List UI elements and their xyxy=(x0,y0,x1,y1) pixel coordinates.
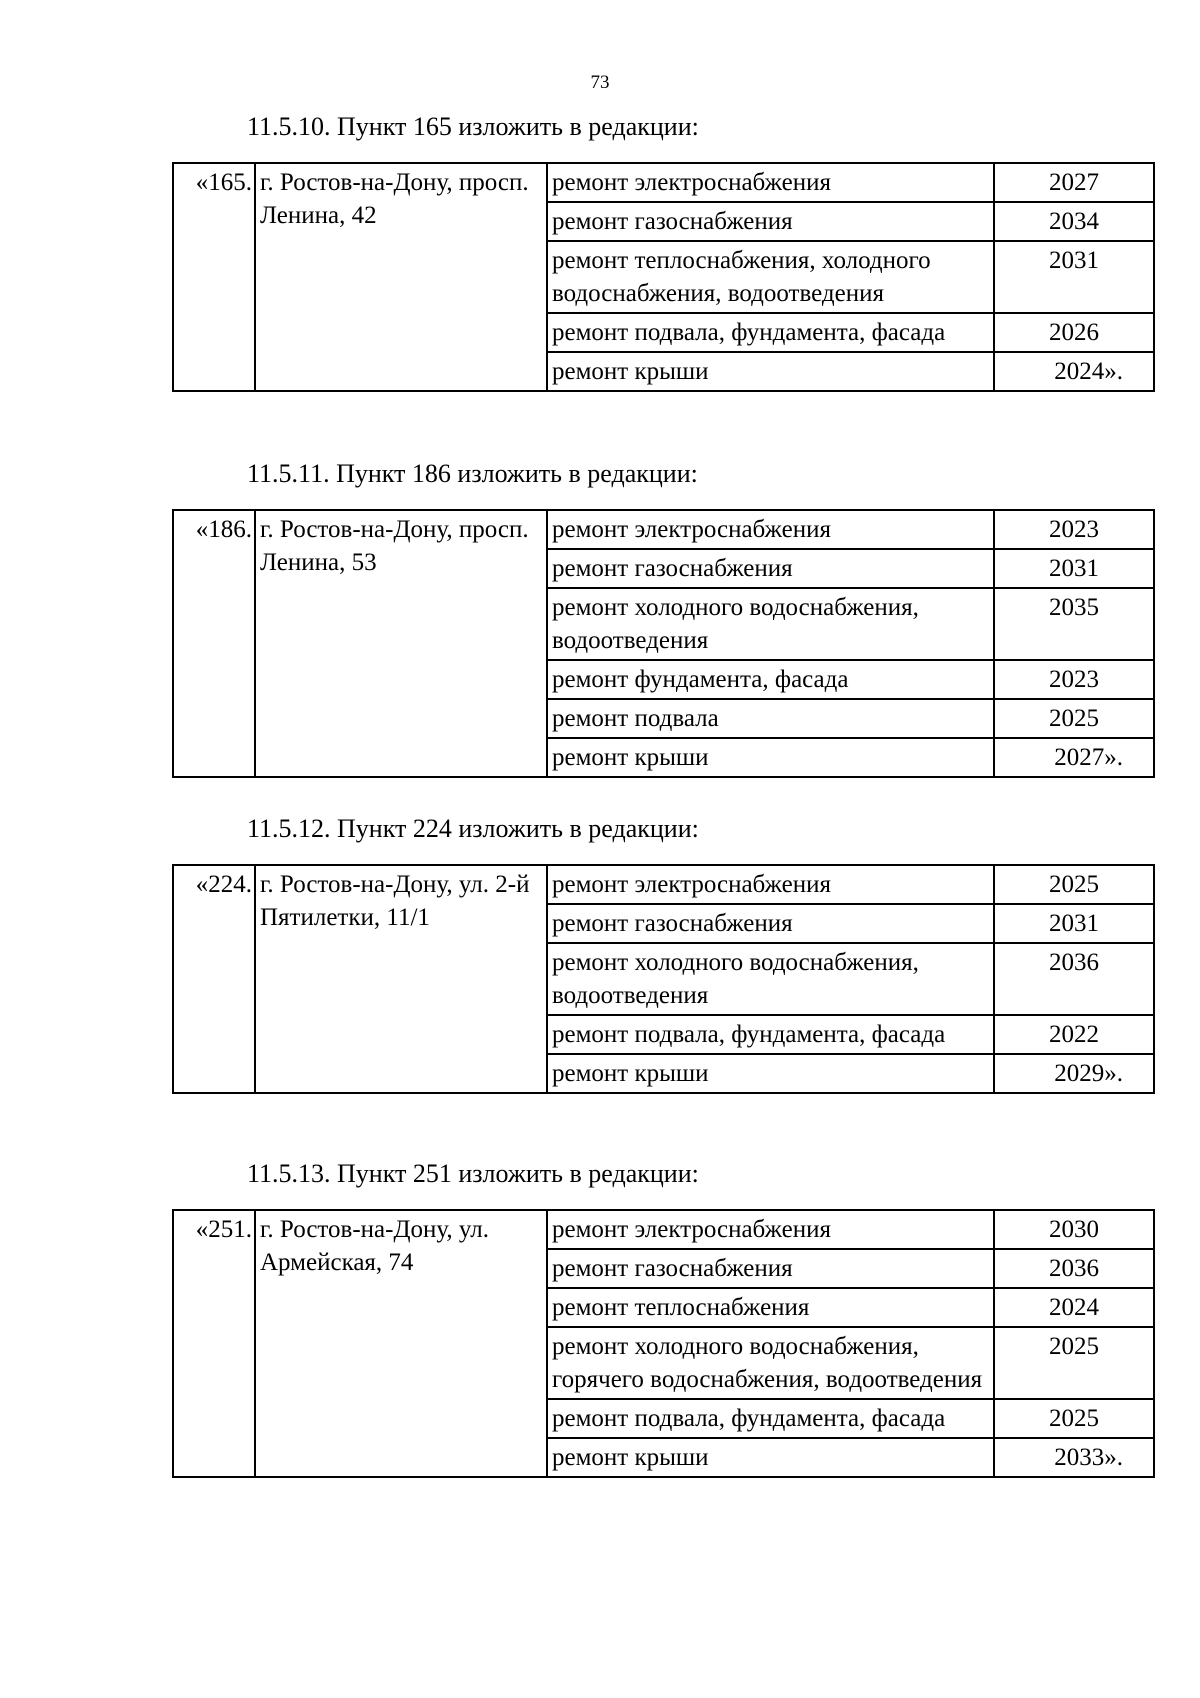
work-type: ремонт подвала, фундамента, фасада xyxy=(547,1015,994,1054)
amendment-table xyxy=(172,162,1155,392)
item-number: «186. xyxy=(173,510,255,777)
item-address: г. Ростов-на-Дону, ул. 2-й Пятилетки, 11/1 xyxy=(255,865,547,1093)
amendment-table xyxy=(172,509,1155,778)
work-year: 2023 xyxy=(994,510,1154,549)
item-number: «165. xyxy=(173,163,255,391)
work-type: ремонт газоснабжения xyxy=(547,549,994,588)
work-type: ремонт холодного водоснабжения, водоотведения xyxy=(547,943,994,1015)
work-year: 2031 xyxy=(994,904,1154,943)
table-row xyxy=(173,865,1154,904)
work-type: ремонт электроснабжения xyxy=(547,1210,994,1249)
page-number: 73 xyxy=(590,72,610,93)
work-type: ремонт подвала xyxy=(547,699,994,738)
work-type: ремонт газоснабжения xyxy=(547,202,994,241)
work-type: ремонт подвала, фундамента, фасада xyxy=(547,313,994,352)
item-number: «251. xyxy=(173,1210,255,1477)
section-heading: 11.5.12. Пункт 224 изложить в редакции: xyxy=(247,814,699,843)
work-year: 2034 xyxy=(994,202,1154,241)
work-type: ремонт крыши xyxy=(547,738,994,777)
work-year: 2025 xyxy=(994,1399,1154,1438)
item-address: г. Ростов-на-Дону, просп. Ленина, 42 xyxy=(255,163,547,391)
work-year: 2024 xyxy=(994,1288,1154,1327)
work-year: 2025 xyxy=(994,1327,1154,1399)
section-heading: 11.5.10. Пункт 165 изложить в редакции: xyxy=(247,112,699,141)
work-type: ремонт крыши xyxy=(547,1438,994,1477)
section-heading: 11.5.11. Пункт 186 изложить в редакции: xyxy=(247,459,698,488)
work-year: 2023 xyxy=(994,660,1154,699)
item-address: г. Ростов-на-Дону, просп. Ленина, 53 xyxy=(255,510,547,777)
work-year: 2024». xyxy=(994,352,1154,391)
work-year: 2031 xyxy=(994,241,1154,313)
work-type: ремонт теплоснабжения, холодного водоснабжения, водоотведения xyxy=(547,241,994,313)
work-type: ремонт крыши xyxy=(547,1054,994,1093)
work-year: 2036 xyxy=(994,1249,1154,1288)
work-type: ремонт холодного водоснабжения, горячего водоснабжения, водоотведения xyxy=(547,1327,994,1399)
section-heading: 11.5.13. Пункт 251 изложить в редакции: xyxy=(247,1159,699,1188)
work-year: 2031 xyxy=(994,549,1154,588)
work-type: ремонт крыши xyxy=(547,352,994,391)
work-type: ремонт электроснабжения xyxy=(547,163,994,202)
item-number: «224. xyxy=(173,865,255,1093)
work-year: 2025 xyxy=(994,699,1154,738)
work-year: 2036 xyxy=(994,943,1154,1015)
work-type: ремонт газоснабжения xyxy=(547,1249,994,1288)
work-year: 2027 xyxy=(994,163,1154,202)
table-row xyxy=(173,163,1154,202)
work-type: ремонт газоснабжения xyxy=(547,904,994,943)
work-type: ремонт холодного водоснабжения, водоотведения xyxy=(547,588,994,660)
work-year: 2022 xyxy=(994,1015,1154,1054)
amendment-table xyxy=(172,1209,1155,1478)
work-type: ремонт электроснабжения xyxy=(547,865,994,904)
work-type: ремонт фундамента, фасада xyxy=(547,660,994,699)
work-type: ремонт теплоснабжения xyxy=(547,1288,994,1327)
work-year: 2033». xyxy=(994,1438,1154,1477)
amendment-table xyxy=(172,864,1155,1094)
table-row xyxy=(173,510,1154,549)
work-year: 2029». xyxy=(994,1054,1154,1093)
item-address: г. Ростов-на-Дону, ул. Армейская, 74 xyxy=(255,1210,547,1477)
work-year: 2027». xyxy=(994,738,1154,777)
work-year: 2030 xyxy=(994,1210,1154,1249)
work-year: 2035 xyxy=(994,588,1154,660)
work-type: ремонт подвала, фундамента, фасада xyxy=(547,1399,994,1438)
work-year: 2025 xyxy=(994,865,1154,904)
work-type: ремонт электроснабжения xyxy=(547,510,994,549)
table-row xyxy=(173,1210,1154,1249)
work-year: 2026 xyxy=(994,313,1154,352)
